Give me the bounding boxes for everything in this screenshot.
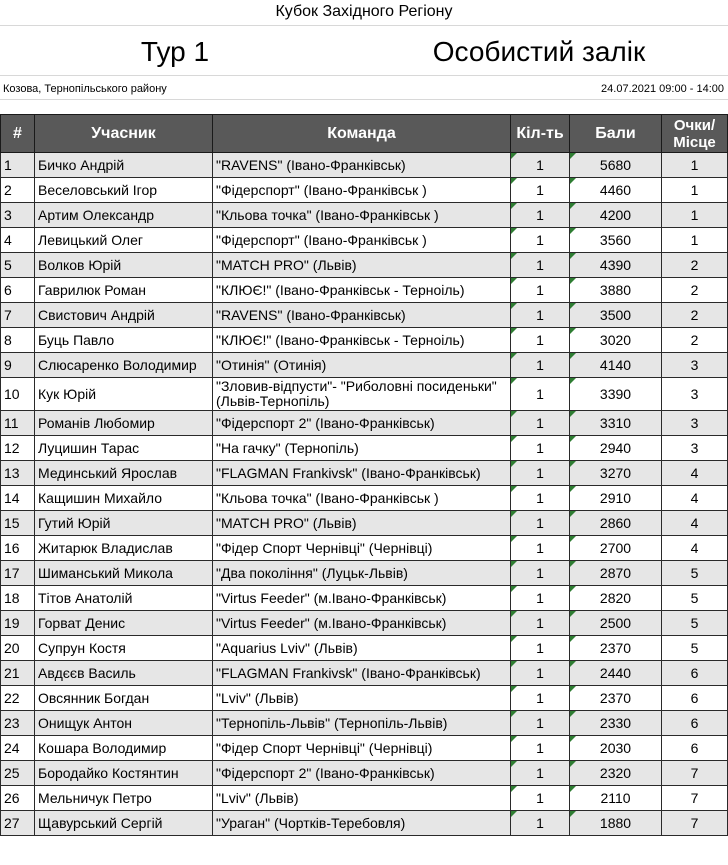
points-cell: 3560 (570, 228, 662, 253)
row-number: 26 (1, 786, 35, 811)
place-cell: 5 (662, 636, 728, 661)
row-number: 24 (1, 736, 35, 761)
place-cell: 1 (662, 153, 728, 178)
team-name: "Фідерспорт" (Івано-Франківськ ) (213, 228, 511, 253)
row-number: 22 (1, 686, 35, 711)
points-cell: 2820 (570, 586, 662, 611)
table-header-row (1, 115, 728, 153)
count-cell: 1 (511, 461, 570, 486)
row-number: 11 (1, 411, 35, 436)
row-number: 21 (1, 661, 35, 686)
table-row (1, 153, 728, 178)
count-cell: 1 (511, 253, 570, 278)
place-cell: 3 (662, 411, 728, 436)
col-header-points: Бали (570, 115, 662, 153)
datetime-text: 24.07.2021 09:00 - 14:00 (601, 83, 724, 95)
table-row (1, 203, 728, 228)
points-cell: 2370 (570, 636, 662, 661)
team-name: "MATCH PRO" (Львів) (213, 511, 511, 536)
place-cell: 1 (662, 178, 728, 203)
table-row (1, 378, 728, 411)
team-name: "Тернопіль-Львів" (Тернопіль-Львів) (213, 711, 511, 736)
points-cell: 3270 (570, 461, 662, 486)
table-row (1, 811, 728, 836)
participant-name: Свистович Андрій (35, 303, 213, 328)
table-row (1, 586, 728, 611)
divider (0, 75, 728, 76)
participant-name: Бородайко Костянтин (35, 761, 213, 786)
table-row (1, 328, 728, 353)
table-row (1, 686, 728, 711)
row-number: 23 (1, 711, 35, 736)
participant-name: Тітов Анатолій (35, 586, 213, 611)
category-label: Особистий залік (432, 36, 646, 67)
location-text: Козова, Тернопільського району (3, 83, 167, 95)
points-cell: 2500 (570, 611, 662, 636)
row-number: 19 (1, 611, 35, 636)
team-name: "Фідерспорт" (Івано-Франківськ ) (213, 178, 511, 203)
team-name: "FLAGMAN Frankivsk" (Івано-Франківськ) (213, 461, 511, 486)
table-row (1, 461, 728, 486)
team-name: "На гачку" (Тернопіль) (213, 436, 511, 461)
place-cell: 3 (662, 378, 728, 411)
participant-name: Слюсаренко Володимир (35, 353, 213, 378)
count-cell: 1 (511, 511, 570, 536)
table-row (1, 303, 728, 328)
row-number: 13 (1, 461, 35, 486)
place-cell: 4 (662, 536, 728, 561)
row-number: 15 (1, 511, 35, 536)
place-cell: 1 (662, 203, 728, 228)
divider (0, 99, 728, 100)
row-number: 1 (1, 153, 35, 178)
table-row (1, 661, 728, 686)
row-number: 14 (1, 486, 35, 511)
points-cell: 2700 (570, 536, 662, 561)
participant-name: Буць Павло (35, 328, 213, 353)
participant-name: Шиманський Микола (35, 561, 213, 586)
row-number: 20 (1, 636, 35, 661)
points-cell: 2870 (570, 561, 662, 586)
participant-name: Овсянник Богдан (35, 686, 213, 711)
place-cell: 7 (662, 811, 728, 836)
team-name: "RAVENS" (Івано-Франківськ) (213, 153, 511, 178)
count-cell: 1 (511, 178, 570, 203)
participant-name: Житарюк Владислав (35, 536, 213, 561)
team-name: "Фідерспорт 2" (Івано-Франківськ) (213, 761, 511, 786)
table-row (1, 611, 728, 636)
points-cell: 3020 (570, 328, 662, 353)
place-cell: 6 (662, 711, 728, 736)
table-row (1, 511, 728, 536)
participant-name: Горват Денис (35, 611, 213, 636)
row-number: 9 (1, 353, 35, 378)
count-cell: 1 (511, 636, 570, 661)
table-row (1, 411, 728, 436)
team-name: "Фідер Спорт Чернівці" (Чернівці) (213, 736, 511, 761)
points-cell: 3880 (570, 278, 662, 303)
team-name: "Ураган" (Чортків-Теребовля) (213, 811, 511, 836)
competition-title: Кубок Західного Регіону (275, 3, 453, 20)
count-cell: 1 (511, 278, 570, 303)
row-number: 12 (1, 436, 35, 461)
col-header-participant: Учасник (35, 115, 213, 153)
place-cell: 1 (662, 228, 728, 253)
points-cell: 2110 (570, 786, 662, 811)
row-number: 25 (1, 761, 35, 786)
count-cell: 1 (511, 378, 570, 411)
place-cell: 3 (662, 353, 728, 378)
count-cell: 1 (511, 686, 570, 711)
participant-name: Романів Любомир (35, 411, 213, 436)
tour-label: Тур 1 (140, 36, 210, 67)
col-header-count: Кіл-ть (511, 115, 570, 153)
row-number: 17 (1, 561, 35, 586)
team-name: "FLAGMAN Frankivsk" (Івано-Франківськ) (213, 661, 511, 686)
place-cell: 5 (662, 586, 728, 611)
table-row (1, 636, 728, 661)
team-name: "Virtus Feeder" (м.Івано-Франківськ) (213, 586, 511, 611)
points-cell: 1880 (570, 811, 662, 836)
row-number: 5 (1, 253, 35, 278)
participant-name: Артим Олександр (35, 203, 213, 228)
team-name: "КЛЮЄ!" (Івано-Франківськ - Терноіль) (213, 328, 511, 353)
participant-name: Бичко Андрій (35, 153, 213, 178)
col-header-place: Очки/ Місце (662, 115, 728, 153)
participant-name: Щавурський Сергій (35, 811, 213, 836)
table-row (1, 178, 728, 203)
place-cell: 5 (662, 561, 728, 586)
count-cell: 1 (511, 303, 570, 328)
points-cell: 2910 (570, 486, 662, 511)
team-name: "MATCH PRO" (Львів) (213, 253, 511, 278)
team-name: "Кльова точка" (Івано-Франківськ ) (213, 203, 511, 228)
row-number: 2 (1, 178, 35, 203)
participant-name: Супрун Костя (35, 636, 213, 661)
row-number: 6 (1, 278, 35, 303)
count-cell: 1 (511, 536, 570, 561)
team-name: "Два покоління" (Луцьк-Львів) (213, 561, 511, 586)
row-number: 3 (1, 203, 35, 228)
team-name: "Фідер Спорт Чернівці" (Чернівці) (213, 536, 511, 561)
count-cell: 1 (511, 711, 570, 736)
points-cell: 3500 (570, 303, 662, 328)
participant-name: Кошара Володимир (35, 736, 213, 761)
count-cell: 1 (511, 761, 570, 786)
place-cell: 4 (662, 486, 728, 511)
team-name: "Aquarius Lviv" (Львів) (213, 636, 511, 661)
table-row (1, 228, 728, 253)
team-name: "Зловив-відпусти"- "Риболовні посиденьки" (Львів-Тернопіль) (213, 378, 511, 411)
count-cell: 1 (511, 353, 570, 378)
place-cell: 3 (662, 436, 728, 461)
count-cell: 1 (511, 561, 570, 586)
team-name: "RAVENS" (Івано-Франківськ) (213, 303, 511, 328)
count-cell: 1 (511, 436, 570, 461)
divider (0, 25, 728, 26)
row-number: 10 (1, 378, 35, 411)
points-cell: 5680 (570, 153, 662, 178)
points-cell: 3390 (570, 378, 662, 411)
row-number: 4 (1, 228, 35, 253)
table-row (1, 353, 728, 378)
count-cell: 1 (511, 486, 570, 511)
count-cell: 1 (511, 203, 570, 228)
team-name: "Отинія" (Отинія) (213, 353, 511, 378)
table-row (1, 761, 728, 786)
points-cell: 4140 (570, 353, 662, 378)
row-number: 7 (1, 303, 35, 328)
points-cell: 2030 (570, 736, 662, 761)
points-cell: 4390 (570, 253, 662, 278)
points-cell: 2320 (570, 761, 662, 786)
participant-name: Авдєєв Василь (35, 661, 213, 686)
team-name: "Фідерспорт 2" (Івано-Франківськ) (213, 411, 511, 436)
table-row (1, 253, 728, 278)
place-cell: 7 (662, 761, 728, 786)
count-cell: 1 (511, 611, 570, 636)
table-row (1, 736, 728, 761)
col-header-number: # (1, 115, 35, 153)
row-number: 8 (1, 328, 35, 353)
points-cell: 2940 (570, 436, 662, 461)
count-cell: 1 (511, 736, 570, 761)
place-cell: 4 (662, 461, 728, 486)
participant-name: Гаврилюк Роман (35, 278, 213, 303)
points-cell: 2440 (570, 661, 662, 686)
count-cell: 1 (511, 811, 570, 836)
table-row (1, 436, 728, 461)
points-cell: 2330 (570, 711, 662, 736)
table-row (1, 711, 728, 736)
participant-name: Онищук Антон (35, 711, 213, 736)
place-cell: 6 (662, 686, 728, 711)
team-name: "Lviv" (Львів) (213, 786, 511, 811)
table-row (1, 536, 728, 561)
points-cell: 4460 (570, 178, 662, 203)
row-number: 27 (1, 811, 35, 836)
count-cell: 1 (511, 328, 570, 353)
participant-name: Мельничук Петро (35, 786, 213, 811)
row-number: 18 (1, 586, 35, 611)
participant-name: Луцишин Тарас (35, 436, 213, 461)
place-cell: 7 (662, 786, 728, 811)
count-cell: 1 (511, 153, 570, 178)
results-table (0, 114, 728, 836)
table-row (1, 561, 728, 586)
place-cell: 2 (662, 303, 728, 328)
participant-name: Веселовський Ігор (35, 178, 213, 203)
participant-name: Кук Юрій (35, 378, 213, 411)
table-row (1, 786, 728, 811)
row-number: 16 (1, 536, 35, 561)
participant-name: Левицький Олег (35, 228, 213, 253)
count-cell: 1 (511, 586, 570, 611)
place-cell: 2 (662, 253, 728, 278)
points-cell: 2370 (570, 686, 662, 711)
place-cell: 2 (662, 328, 728, 353)
participant-name: Гутий Юрій (35, 511, 213, 536)
points-cell: 2860 (570, 511, 662, 536)
team-name: "Lviv" (Львів) (213, 686, 511, 711)
place-cell: 6 (662, 736, 728, 761)
participant-name: Кащишин Михайло (35, 486, 213, 511)
table-row (1, 278, 728, 303)
team-name: "Virtus Feeder" (м.Івано-Франківськ) (213, 611, 511, 636)
team-name: "Кльова точка" (Івано-Франківськ ) (213, 486, 511, 511)
place-cell: 2 (662, 278, 728, 303)
count-cell: 1 (511, 661, 570, 686)
table-row (1, 486, 728, 511)
col-header-team: Команда (213, 115, 511, 153)
count-cell: 1 (511, 411, 570, 436)
participant-name: Мединський Ярослав (35, 461, 213, 486)
team-name: "КЛЮЄ!" (Івано-Франківськ - Терноіль) (213, 278, 511, 303)
count-cell: 1 (511, 786, 570, 811)
place-cell: 5 (662, 611, 728, 636)
count-cell: 1 (511, 228, 570, 253)
points-cell: 3310 (570, 411, 662, 436)
participant-name: Волков Юрій (35, 253, 213, 278)
points-cell: 4200 (570, 203, 662, 228)
place-cell: 6 (662, 661, 728, 686)
place-cell: 4 (662, 511, 728, 536)
